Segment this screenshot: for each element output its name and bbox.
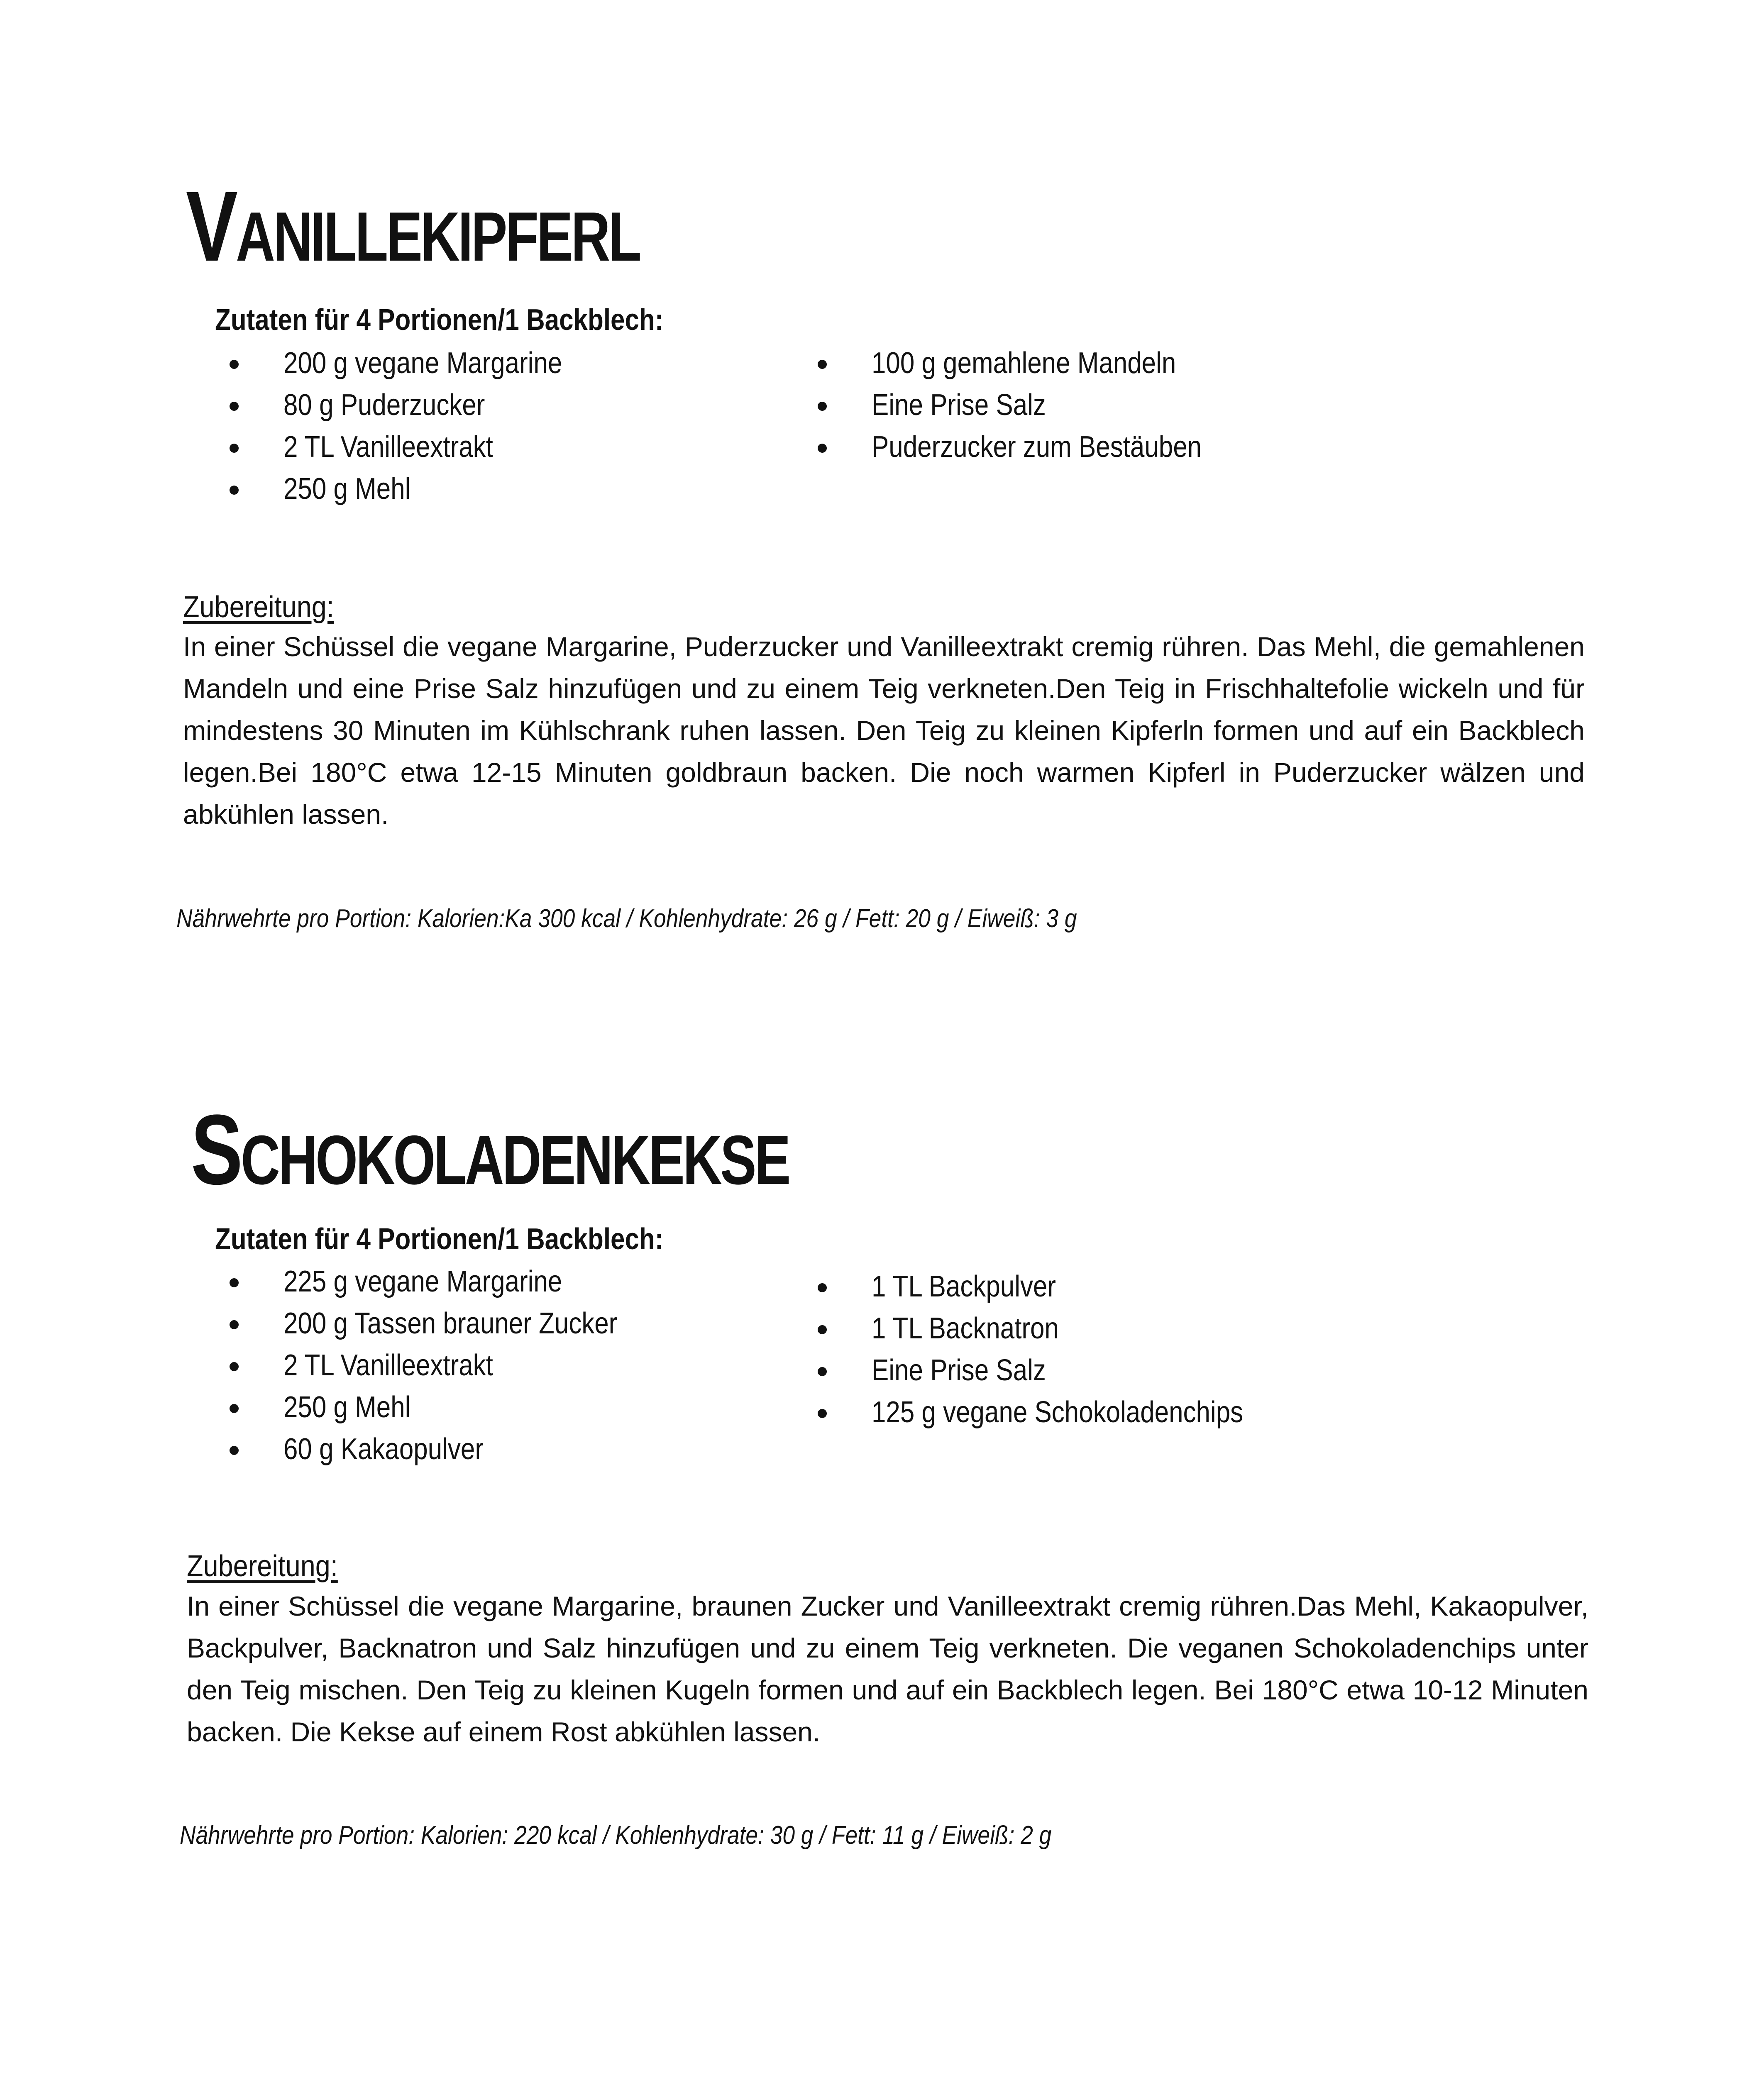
nutrition-info: Nährwehrte pro Portion: Kalorien: 220 kcal / Kohlenhydrate: 30 g / Fett: 11 g / Eiweiß: 2 g [180, 1821, 1052, 1850]
ingredient-item: Eine Prise Salz [818, 384, 1256, 426]
ingredient-item: 200 g Tassen brauner Zucker [230, 1303, 672, 1345]
ingredients-list-left [230, 342, 608, 510]
ingredient-item: 1 TL Backpulver [818, 1266, 1304, 1308]
ingredient-item: 250 g Mehl [230, 468, 608, 510]
nutrition-info: Nährwehrte pro Portion: Kalorien:Ka 300 kcal / Kohlenhydrate: 26 g / Fett: 20 g / Eiweiß: 3 g [176, 904, 1077, 933]
ingredients-heading: Zutaten für 4 Portionen/1 Backblech: [215, 1223, 664, 1256]
ingredient-item: Puderzucker zum Bestäuben [818, 426, 1256, 468]
ingredient-item: 60 g Kakaopulver [230, 1428, 672, 1470]
ingredient-item: 2 TL Vanilleextrakt [230, 1345, 672, 1387]
preparation-text: In einer Schüssel die vegane Margarine, braunen Zucker und Vanilleextrakt cremig rühren.Das Mehl, Kakaopulver, Backpulver, Backnatron und Salz hinzufügen und zu einem Teig verkneten. Die veganen Schokoladenchips unter den Teig mischen. Den Teig zu kleinen Kugeln formen und auf ein Backblech legen. Bei 180°C etwa 10-12 Minuten backen. Die Kekse auf einem Rost abkühlen lassen. [187, 1591, 1588, 1747]
ingredient-item: 250 g Mehl [230, 1387, 672, 1428]
ingredients-heading: Zutaten für 4 Portionen/1 Backblech: [215, 303, 664, 337]
ingredients-list-right [818, 342, 1256, 468]
preparation-heading: Zubereitung: [183, 591, 334, 624]
ingredient-item: 100 g gemahlene Mandeln [818, 342, 1256, 384]
ingredient-item: 200 g vegane Margarine [230, 342, 608, 384]
preparation-text: In einer Schüssel die vegane Margarine, Puderzucker und Vanilleextrakt cremig rühren. Das Mehl, die gemahlenen Mandeln und eine Prise Salz hinzufügen und zu einem Teig verkneten.Den Teig in Frischhaltefolie wickeln und für mindestens 30 Minuten im Kühlschrank ruhen lassen. Den Teig zu kleinen Kipferln formen und auf ein Backblech legen.Bei 180°C etwa 12-15 Minuten goldbraun backen. Die noch warmen Kipferl in Puderzucker wälzen und abkühlen lassen. [183, 631, 1585, 830]
recipe-title: Schokoladenkekse [191, 1094, 789, 1205]
ingredient-item: 125 g vegane Schokoladenchips [818, 1391, 1304, 1433]
ingredient-item: 225 g vegane Margarine [230, 1261, 672, 1303]
preparation-heading: Zubereitung: [187, 1550, 338, 1583]
ingredients-list-left [230, 1261, 672, 1470]
ingredients-list-right [818, 1266, 1304, 1433]
ingredient-item: 2 TL Vanilleextrakt [230, 426, 608, 468]
ingredient-item: 80 g Puderzucker [230, 384, 608, 426]
ingredient-item: Eine Prise Salz [818, 1350, 1304, 1391]
recipe-title: Vanillekipferl [186, 171, 640, 282]
ingredient-item: 1 TL Backnatron [818, 1308, 1304, 1350]
